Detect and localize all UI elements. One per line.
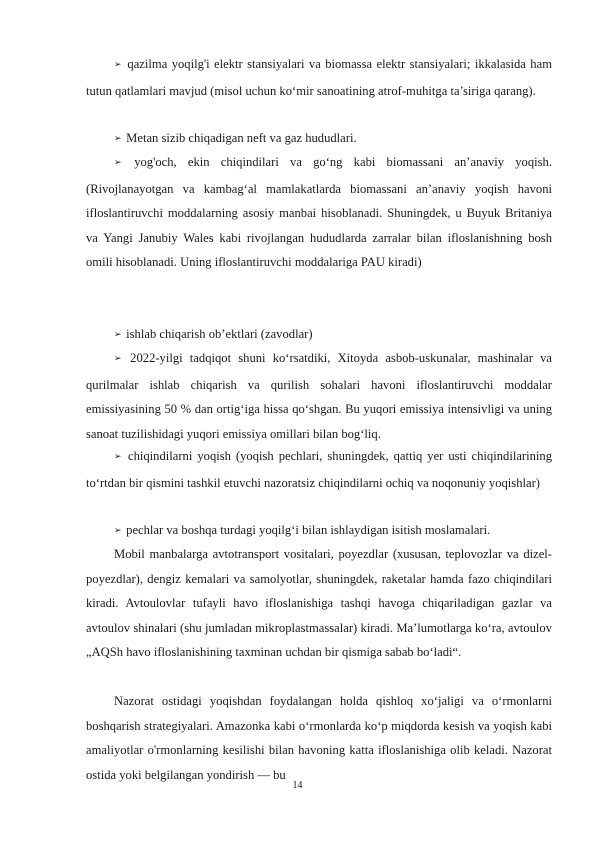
bullet-paragraph-5: [86, 346, 552, 446]
paragraph-text: Metan sizib chiqadigan neft va gaz hududlari.: [126, 130, 357, 145]
paragraph-text: ishlab chiqarish ob’ektlari (zavodlar): [126, 326, 313, 341]
arrow-bullet-icon: ➢: [114, 60, 122, 70]
body-paragraph-forestry: [86, 689, 552, 787]
arrow-bullet-icon: ➢: [114, 133, 122, 144]
paragraph-text: 2022-yilgi tadqiqot shuni ko‘rsatdiki, Xitoyda asbob-uskunalar, mashinalar va qurilmalar ishlab chiqarish va qurilish sohalari havoni ifloslantiruvchi moddalar emissiyasining 50 % dan ortig‘iga hissa qo‘shgan. Bu yuqori emissiya intensivligi va uning sanoat tuzilishidagi yuqori emissiya omillari bilan bog‘liq.: [86, 351, 552, 441]
page-number: 14: [292, 780, 303, 791]
arrow-bullet-icon: ➢: [114, 158, 122, 168]
arrow-bullet-icon: ➢: [114, 452, 122, 462]
paragraph-text: Nazorat ostidagi yoqishdan foydalangan holda qishloq xo‘jaligi va o‘rmonlarni boshqarish strategiyalari. Amazonka kabi o‘rmonlarda ko‘p miqdorda kesish va yoqish kabi amaliyotlar o'rmonlarning kesilishi bilan havoning katta ifloslanishiga olib keladi. Nazorat ostida yoki belgilangan yondirish — bu: [86, 694, 552, 782]
bullet-paragraph-3: [86, 150, 552, 275]
arrow-bullet-icon: ➢: [114, 525, 122, 536]
paragraph-text: qazilma yoqilg'i elektr stansiyalari va biomassa elektr stansiyalari; ikkalasida ham tutun qatlamlari mavjud (misol uchun ko‘mir sanoatining atrof-muhitga ta’siriga qarang).: [86, 57, 552, 98]
paragraph-text: pechlar va boshqa turdagi yoqilg‘i bilan ishlaydigan isitish moslamalari.: [126, 522, 491, 537]
paragraph-text: chiqindilarni yoqish (yoqish pechlari, shuningdek, qattiq yer usti chiqindilarining to‘rtdan bir qismini tashkil etuvchi nazoratsiz chiqindilarni ochiq va noqonuniy yoqishlar): [86, 449, 552, 490]
bullet-paragraph-6: [86, 444, 552, 495]
arrow-bullet-icon: ➢: [114, 354, 122, 364]
arrow-bullet-icon: ➢: [114, 329, 122, 340]
bullet-paragraph-1: [86, 52, 552, 103]
paragraph-text: Mobil manbalarga avtotransport vositalari, poyezdlar (xususan, teplovozlar va dizel-poyezdlar), dengiz kemalari va samolyotlar, shuningdek, raketalar hamda fazo chiqindilari kiradi. Avtoulovlar tufayli havo ifloslanishiga tashqi havoga chiqariladigan gazlar va avtoulov shinalari (shu jumladan mikroplastmassalar) kiradi. Ma’lumotlarga ko‘ra, avtoulov „AQSh havo ifloslanishining taxminan uchdan bir qismiga sabab bo‘ladi“.: [86, 547, 552, 659]
bullet-paragraph-7: [86, 518, 552, 545]
paragraph-text: yog'och, ekin chiqindilari va go‘ng kabi biomassani an’anaviy yoqish. (Rivojlanayotgan va kambag‘al mamlakatlarda biomassani an’anaviy yoqish havoni ifloslantiruvchi moddalarning asosiy manbai hisoblanadi. Shuningdek, u Buyuk Britaniya va Yangi Janubiy Wales kabi rivojlangan hududlarda zarralar bilan ifloslanishning bosh omili hisoblanadi. Uning ifloslantiruvchi moddalariga PAU kiradi): [86, 155, 552, 269]
bullet-paragraph-4: [86, 322, 552, 349]
body-paragraph-mobile-sources: [86, 542, 552, 665]
bullet-paragraph-2: [86, 126, 552, 153]
